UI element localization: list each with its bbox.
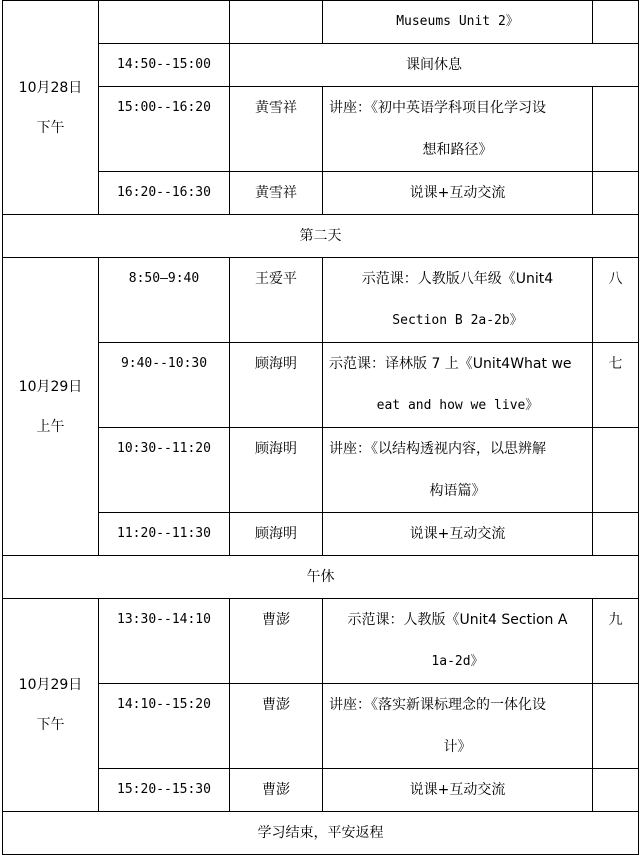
content-line-1: 讲座：《以结构透视内容，以思辨解 (329, 441, 546, 457)
date-label: 10月29日 (18, 677, 83, 693)
time-cell: 9:40--10:30 (99, 343, 230, 428)
table-row (3, 258, 639, 343)
content-cell (323, 428, 593, 513)
speaker-cell: 王爱平 (230, 258, 323, 343)
speaker-cell: 顾海明 (230, 428, 323, 513)
content-cell (323, 258, 593, 343)
table-row (3, 812, 639, 855)
time-cell: 11:20--11:30 (99, 513, 230, 556)
lunch-banner: 午休 (3, 556, 639, 599)
speaker-cell: 顾海明 (230, 513, 323, 556)
grade-cell (593, 769, 639, 812)
content-line-2: Section B 2a-2b》 (392, 313, 523, 328)
content-line: 说课+互动交流 (409, 185, 506, 201)
table-row (3, 343, 639, 428)
table-row (3, 1, 639, 44)
content-cell (323, 343, 593, 428)
content-line: 说课+互动交流 (409, 782, 506, 798)
table-row (3, 172, 639, 215)
content-line-1: 示范课：译林版 7 上《Unit4What we (329, 356, 572, 372)
content-cell (323, 769, 593, 812)
speaker-cell (230, 1, 323, 44)
table-row (3, 428, 639, 513)
grade-cell (593, 172, 639, 215)
date-cell (3, 599, 99, 812)
content-line-1: 讲座：《初中英语学科项目化学习设 (329, 100, 546, 116)
content-cell (323, 1, 593, 44)
content-cell (323, 172, 593, 215)
grade-cell (593, 1, 639, 44)
content-line-2: 1a-2d》 (431, 654, 484, 669)
speaker-cell: 黄雪祥 (230, 87, 323, 172)
content-cell (323, 513, 593, 556)
content-line: Museums Unit 2》 (396, 14, 519, 29)
content-cell (323, 684, 593, 769)
speaker-cell: 曹澎 (230, 599, 323, 684)
date-label: 10月29日 (18, 378, 83, 395)
time-cell: 14:10--15:20 (99, 684, 230, 769)
table-row (3, 44, 639, 87)
date-cell (3, 258, 99, 556)
time-cell: 8:50—9:40 (99, 258, 230, 343)
content-line-1: 示范课：人教版《Unit4 Section A (347, 612, 568, 628)
speaker-cell: 曹澎 (230, 684, 323, 769)
time-cell: 14:50--15:00 (99, 44, 230, 87)
time-cell: 16:20--16:30 (99, 172, 230, 215)
content-line-2: 想和路径》 (422, 142, 493, 158)
grade-cell: 九 (593, 599, 639, 684)
table-row (3, 513, 639, 556)
speaker-cell: 顾海明 (230, 343, 323, 428)
content-line: 说课+互动交流 (409, 526, 506, 542)
time-cell: 10:30--11:20 (99, 428, 230, 513)
period-label: 上午 (36, 418, 65, 435)
grade-cell (593, 428, 639, 513)
content-line-2: 计》 (443, 739, 472, 755)
speaker-cell: 黄雪祥 (230, 172, 323, 215)
period-label: 下午 (36, 717, 65, 733)
grade-cell (593, 684, 639, 769)
grade-cell (593, 87, 639, 172)
content-line-1: 示范课：人教版八年级《Unit4 (361, 271, 554, 287)
speaker-cell: 曹澎 (230, 769, 323, 812)
content-line-2: 构语篇》 (429, 483, 486, 499)
time-cell: 13:30--14:10 (99, 599, 230, 684)
grade-cell: 八 (593, 258, 639, 343)
table-row (3, 684, 639, 769)
end-banner: 学习结束，平安返程 (3, 812, 639, 855)
table-row (3, 599, 639, 684)
day-banner: 第二天 (3, 215, 639, 258)
date-label: 10月28日 (18, 79, 83, 96)
grade-cell: 七 (593, 343, 639, 428)
table-row (3, 769, 639, 812)
content-line-2: eat and how we live》 (376, 398, 539, 413)
content-cell (323, 599, 593, 684)
content-cell (323, 87, 593, 172)
time-cell: 15:00--16:20 (99, 87, 230, 172)
table-row (3, 215, 639, 258)
date-cell (3, 1, 99, 215)
grade-cell (593, 513, 639, 556)
time-cell: 15:20--15:30 (99, 769, 230, 812)
period-label: 下午 (36, 119, 65, 136)
table-row (3, 87, 639, 172)
table-row (3, 556, 639, 599)
break-cell: 课间休息 (230, 44, 639, 87)
content-line-1: 讲座：《落实新课标理念的一体化设 (329, 697, 546, 713)
schedule-table (2, 0, 639, 855)
time-cell (99, 1, 230, 44)
